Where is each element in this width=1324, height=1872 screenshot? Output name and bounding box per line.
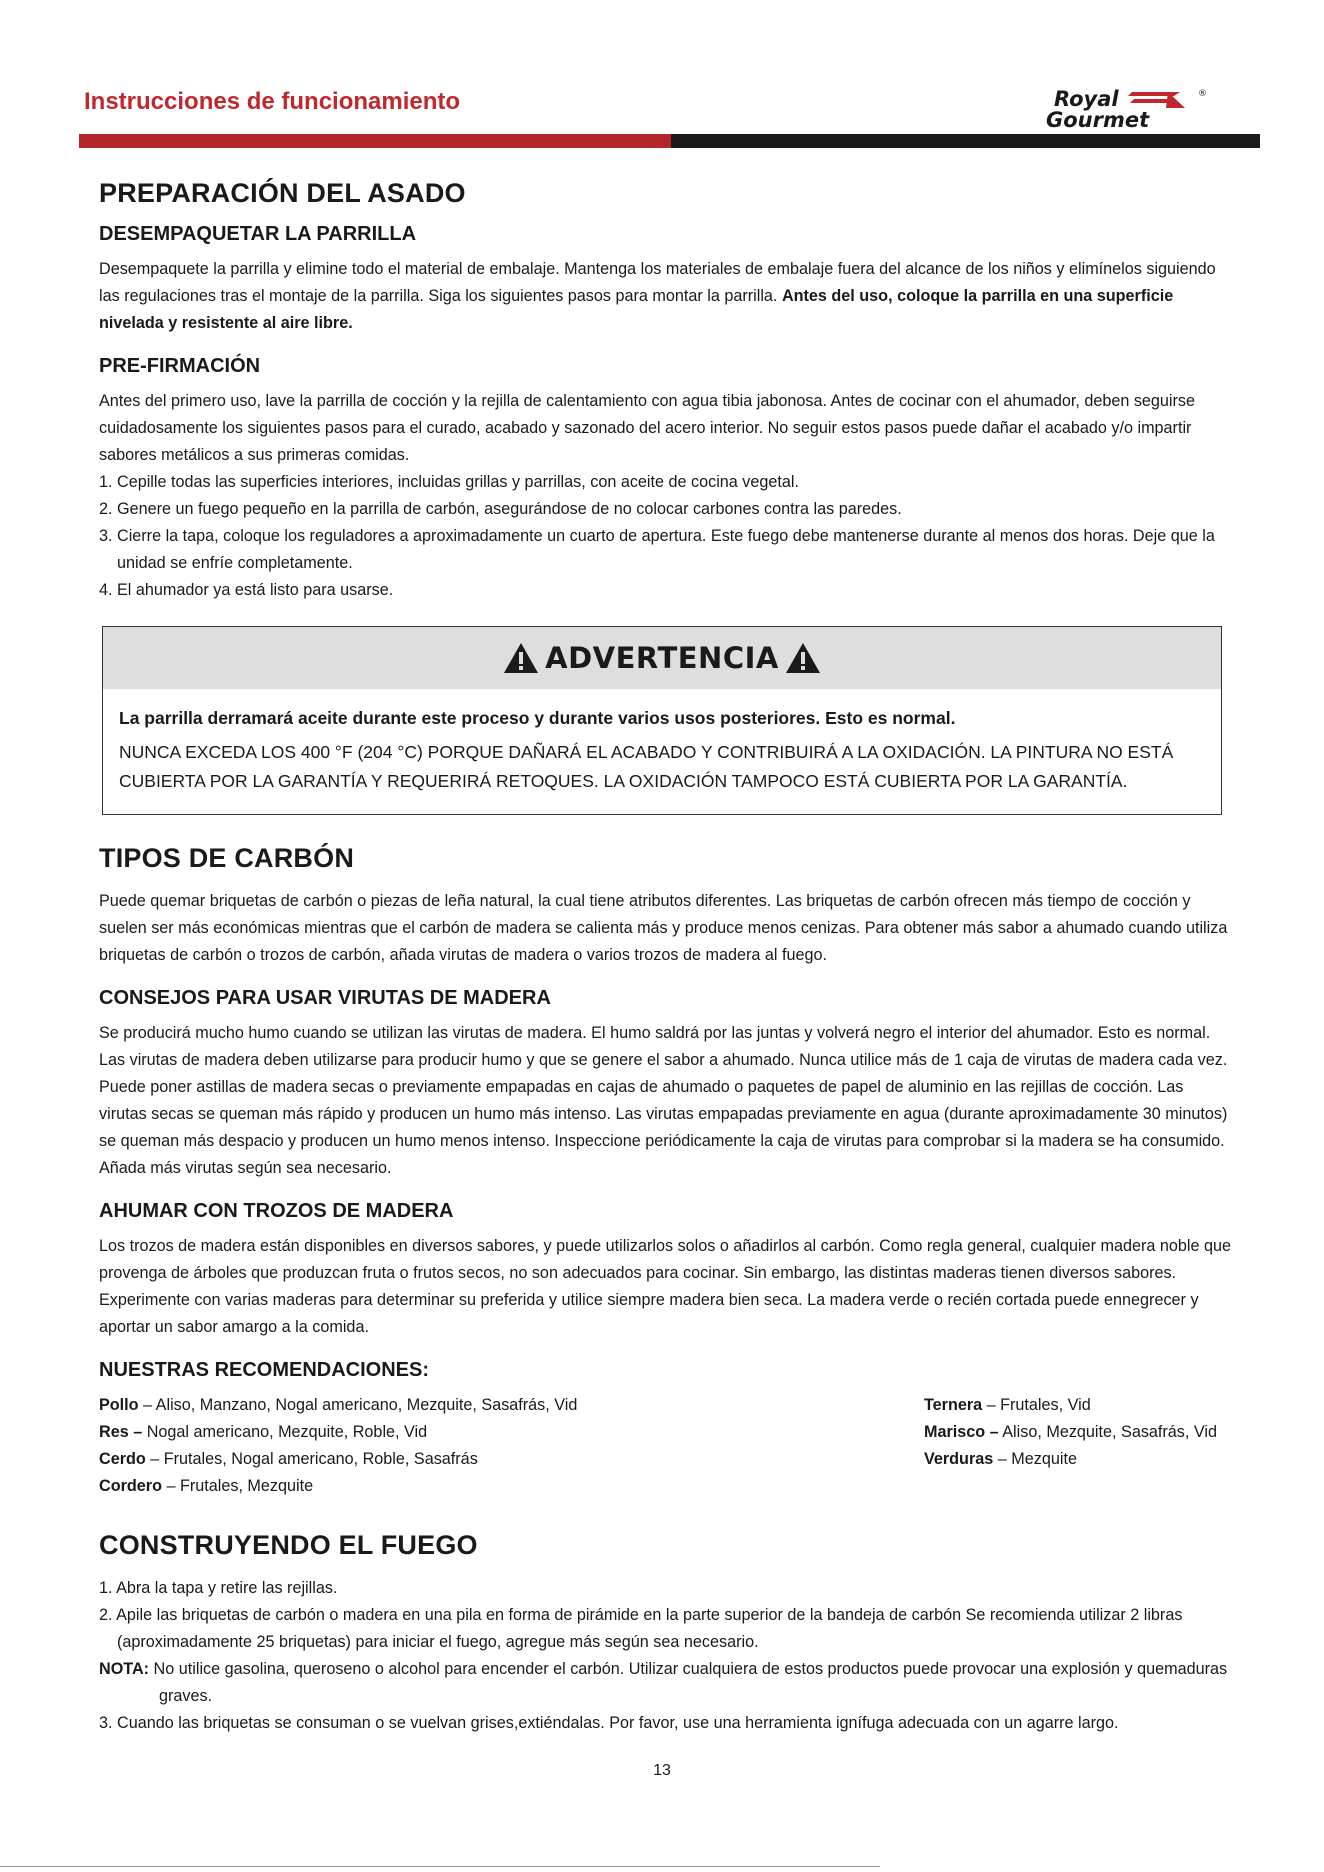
warning-box	[102, 626, 1222, 815]
subsection-title-unpack: DESEMPAQUETAR LA PARRILLA	[99, 223, 417, 245]
rec-value: – Frutales, Vid	[982, 1396, 1091, 1414]
unpack-text-body: Desempaquete la parrilla y elimine todo el material de embalaje. Mantenga los materiales de embalaje fuera del alcance de los niños y elimínelos siguiendo las regulaciones tras el montaje de la parrilla. Siga los siguientes pasos para montar la parrilla.	[99, 260, 1216, 305]
unpack-text-bold: Antes del uso, coloque la parrilla en una superficie nivelada y resistente al aire libre.	[99, 287, 1174, 332]
chunks-text: Los trozos de madera están disponibles en diversos sabores, y puede utilizarlos solos o añadirlos al carbón. Como regla general, cualquier madera noble que provenga de árboles que produzcan fruta o frutos secos, no son adecuados para cocinar. Sin embargo, las distintas maderas tienen diversos sabores. Experimente con varias maderas para determinar su preferida y utilice siempre madera bien seca. La madera verde o recién cortada puede ennegrecer y aportar un sabor amargo a la comida.	[99, 1237, 1231, 1336]
rec-value: Aliso, Mezquite, Sasafrás, Vid	[998, 1423, 1217, 1441]
unpack-text	[99, 256, 1235, 337]
section-title-fire: CONSTRUYENDO EL FUEGO	[99, 1530, 478, 1560]
warning-caps: NUNCA EXCEDA LOS 400 °F (204 °C) PORQUE DAÑARÁ EL ACABADO Y CONTRIBUIRÁ A LA OXIDACIÓN. LA PINTURA NO ESTÁ CUBIERTA POR LA GARANTÍA Y REQUERIRÁ RETOQUES. LA OXIDACIÓN TAMPOCO ESTÁ CUBIERTA POR LA GARANTÍA.	[119, 742, 1174, 791]
warning-icon	[785, 642, 821, 674]
coal-text: Puede quemar briquetas de carbón o piezas de leña natural, la cual tiene atributos diferentes. Las briquetas de carbón ofrecen más tiempo de cocción y suelen ser más económicas mientras que el carbón de madera se calienta más y produce menos cenizas. Para obtener más sabor a ahumado cuando utiliza briquetas de carbón o trozos de carbón, añada virutas de madera o varios trozos de madera al fuego.	[99, 892, 1228, 964]
prefirm-step-4: 4. El ahumador ya está listo para usarse.	[99, 581, 394, 599]
subsection-title-chunks: AHUMAR CON TROZOS DE MADERA	[99, 1200, 454, 1222]
prefirm-step-3: 3. Cierre la tapa, coloque los reguladores a aproximadamente un cuarto de apertura. Este fuego debe mantenerse durante al menos dos horas. Deje que la unidad se enfríe completamente.	[99, 527, 1215, 572]
warning-header	[103, 627, 1221, 689]
rec-item	[99, 1419, 577, 1446]
fire-step-3: 3. Cuando las briquetas se consuman o se vuelvan grises,extiéndalas. Por favor, use una herramienta ignífuga adecuada con un agarre largo.	[99, 1714, 1119, 1732]
header-bar-red	[79, 134, 671, 148]
header-title: Instrucciones de funcionamiento	[84, 88, 461, 115]
rec-key: Marisco –	[923, 1423, 999, 1441]
rec-key: Ternera	[923, 1396, 983, 1414]
chips-text: Se producirá mucho humo cuando se utilizan las virutas de madera. El humo saldrá por las juntas y volverá negro el interior del ahumador. Esto es normal. Las virutas de madera deben utilizarse para producir humo y que se genere el sabor a ahumado. Nunca utilice más de 1 caja de virutas de madera cada vez. Puede poner astillas de madera secas o previamente empapadas en cajas de ahumado o paquetes de papel de aluminio en las rejillas de cocción. Las virutas secas se queman más rápido y producen un humo más intenso. Las virutas empapadas previamente en agua (durante aproximadamente 30 minutos) se queman más despacio y producen un humo menos intenso. Inspeccione periódicamente la caja de virutas para comprobar si la madera se ha consumido. Añada más virutas según sea necesario.	[99, 1024, 1228, 1177]
rec-key: Res –	[99, 1423, 143, 1441]
rec-key: Pollo	[99, 1396, 139, 1414]
subsection-title-chips: CONSEJOS PARA USAR VIRUTAS DE MADERA	[99, 987, 551, 1009]
prefirm-steps	[99, 469, 1235, 604]
rec-item	[924, 1419, 1217, 1446]
rec-key: Cordero	[99, 1477, 162, 1495]
fire-step-2: 2. Apile las briquetas de carbón o madera en una pila en forma de pirámide en la parte superior de la bandeja de carbón Se recomienda utilizar 2 libras (aproximadamente 25 briquetas) para iniciar el fuego, agregue más según sea necesario.	[99, 1606, 1183, 1651]
royal-gourmet-logo	[1040, 86, 1240, 130]
rec-value: – Frutales, Nogal americano, Roble, Sasafrás	[145, 1450, 478, 1468]
prefirm-step-1: 1. Cepille todas las superficies interiores, incluidas grillas y parrillas, con aceite de cocina vegetal.	[99, 473, 800, 491]
footer-line	[0, 1866, 880, 1867]
section-title-prep: PREPARACIÓN DEL ASADO	[99, 178, 466, 208]
page-content	[99, 178, 1235, 1737]
registered-mark: ®	[1198, 89, 1207, 99]
rec-key: Verduras	[923, 1450, 994, 1468]
header-bar-black	[671, 134, 1260, 148]
rec-item	[99, 1473, 577, 1500]
rec-value: Nogal americano, Mezquite, Roble, Vid	[142, 1423, 428, 1441]
rec-item	[99, 1446, 577, 1473]
rec-item	[924, 1392, 1217, 1419]
rec-item	[99, 1392, 577, 1419]
subsection-title-prefirm: PRE-FIRMACIÓN	[99, 355, 261, 377]
note-text: No utilice gasolina, queroseno o alcohol para encender el carbón. Utilizar cualquiera de estos productos puede provocar una explosión y quemaduras graves.	[149, 1660, 1228, 1705]
warning-title: ADVERTENCIA	[545, 641, 779, 675]
subsection-title-recs: NUESTRAS RECOMENDACIONES:	[99, 1359, 430, 1381]
rec-item	[924, 1446, 1217, 1473]
rec-value: – Aliso, Manzano, Nogal americano, Mezquite, Sasafrás, Vid	[138, 1396, 578, 1414]
rec-key: Cerdo	[99, 1450, 146, 1468]
recommendations-left	[99, 1392, 577, 1500]
flame-stripes	[1128, 92, 1185, 108]
prefirm-step-2: 2. Genere un fuego pequeño en la parrilla de carbón, asegurándose de no colocar carbones contra las paredes.	[99, 500, 902, 518]
fire-steps	[99, 1575, 1235, 1737]
logo-line2: Gourmet	[1046, 108, 1150, 130]
warning-lead: La parrilla derramará aceite durante este proceso y durante varios usos posteriores. Esto es normal.	[119, 708, 956, 728]
rec-value: – Frutales, Mezquite	[161, 1477, 314, 1495]
warning-icon	[503, 642, 539, 674]
logo-line1: Royal	[1054, 87, 1119, 111]
recommendations-right	[924, 1392, 1217, 1500]
recommendations	[99, 1392, 1235, 1500]
rec-value: – Mezquite	[993, 1450, 1077, 1468]
prefirm-text: Antes del primero uso, lave la parrilla de cocción y la rejilla de calentamiento con agua tibia jabonosa. Antes de cocinar con el ahumador, deben seguirse cuidadosamente los siguientes pasos para el curado, acabado y sazonado del acero interior. No seguir estos pasos puede dañar el acabado y/o impartir sabores metálicos a sus primeras comidas.	[99, 392, 1196, 464]
page-number: 13	[653, 1762, 671, 1779]
section-title-coal: TIPOS DE CARBÓN	[99, 843, 355, 873]
header-bar	[79, 134, 1260, 148]
fire-step-1: 1. Abra la tapa y retire las rejillas.	[99, 1579, 338, 1597]
warning-body	[103, 689, 1221, 814]
fire-note	[99, 1656, 1235, 1710]
note-label: NOTA:	[99, 1660, 150, 1678]
